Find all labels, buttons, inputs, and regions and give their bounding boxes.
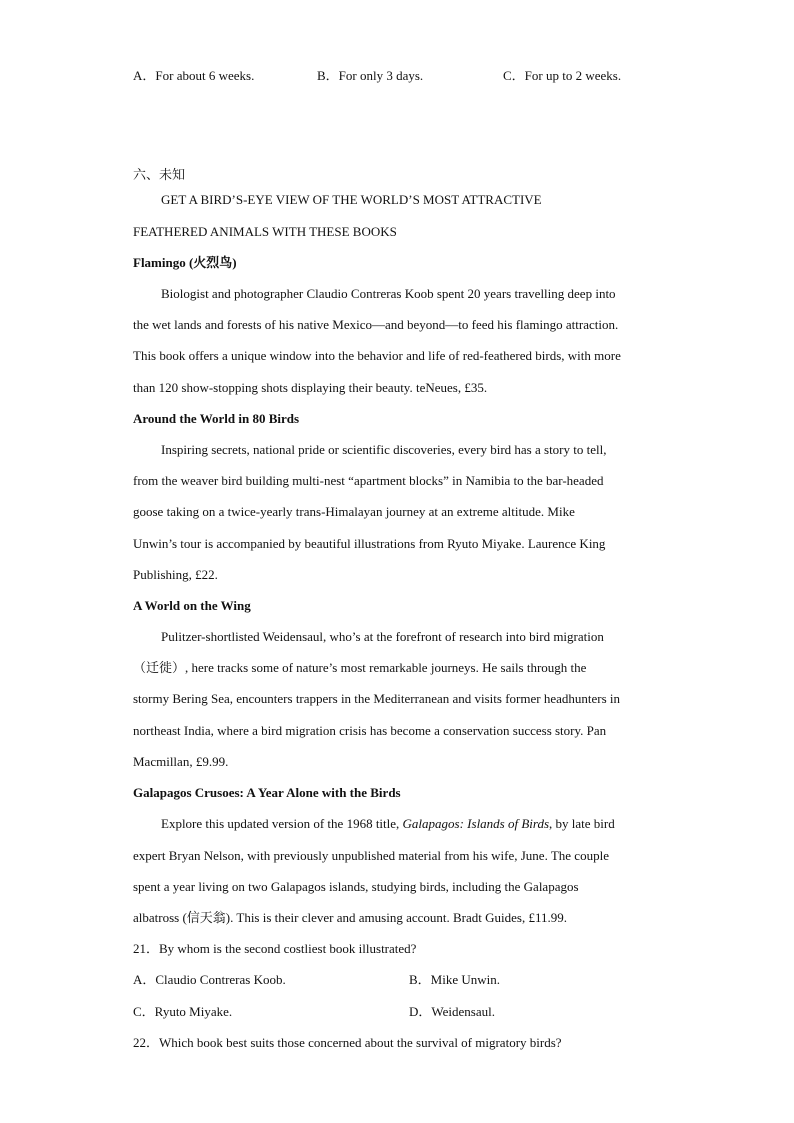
section-heading: 六、未知 [133,167,186,182]
book-text-line: Macmillan, £9.99. [133,754,229,769]
text-run: Explore this updated version of the 1968 title, [161,816,403,831]
book-text-line: northeast India, where a bird migration crisis has become a conservation success story. Pan [133,723,607,738]
book-text-line: Publishing, £22. [133,567,218,582]
prev-option-c: C．For up to 2 weeks. [503,68,622,83]
book-text-line: spent a year living on two Galapagos islands, studying birds, including the Galapagos [133,879,579,894]
book-text-line: Inspiring secrets, national pride or scientific discoveries, every bird has a story to tell, [161,442,607,457]
question-22-stem: 22．Which book best suits those concerned about the survival of migratory birds? [133,1035,562,1050]
text-run: , by late bird [549,816,615,831]
section-title-line1: GET A BIRD’S-EYE VIEW OF THE WORLD’S MOST ATTRACTIVE [161,192,542,207]
section-title-line2: FEATHERED ANIMALS WITH THESE BOOKS [133,224,397,239]
book-text-line: albatross (信天翁). This is their clever and amusing account. Bradt Guides, £11.99. [133,910,567,925]
book-title-galapagos-crusoes: Galapagos Crusoes: A Year Alone with the Birds [133,785,401,800]
book-text-line: Pulitzer-shortlisted Weidensaul, who’s at the forefront of research into bird migration [161,629,604,644]
book-text-line: than 120 show-stopping shots displaying their beauty. teNeues, £35. [133,380,488,395]
book-text-line: expert Bryan Nelson, with previously unpublished material from his wife, June. The couple [133,848,609,863]
book-text-line: This book offers a unique window into the behavior and life of red-feathered birds, with more [133,348,621,363]
book-text-line [161,815,615,833]
book-title-world-on-the-wing: A World on the Wing [133,598,251,613]
book-text-line: goose taking on a twice-yearly trans-Himalayan journey at an extreme altitude. Mike [133,504,575,519]
book-text-line: （迁徙）, here tracks some of nature’s most remarkable journeys. He sails through the [133,660,587,675]
book-text-line: Unwin’s tour is accompanied by beautiful illustrations from Ryuto Miyake. Laurence King [133,536,606,551]
question-21-stem: 21．By whom is the second costliest book illustrated? [133,941,417,956]
book-title-around-the-world: Around the World in 80 Birds [133,411,300,426]
question-21-option-d: D．Weidensaul. [409,1004,495,1019]
book-text-line: stormy Bering Sea, encounters trappers in the Mediterranean and visits former headhunters in [133,691,620,706]
prev-option-b: B．For only 3 days. [317,68,424,83]
prev-option-a: A．For about 6 weeks. [133,68,255,83]
question-21-option-a: A．Claudio Contreras Koob. [133,972,286,987]
book-text-line: the wet lands and forests of his native Mexico—and beyond—to feed his flamingo attraction. [133,317,619,332]
book-text-line: Biologist and photographer Claudio Contreras Koob spent 20 years travelling deep into [161,286,616,301]
book-title-italic: Galapagos: Islands of Birds [402,816,550,831]
question-21-option-b: B．Mike Unwin. [409,972,501,987]
question-21-option-c: C．Ryuto Miyake. [133,1004,233,1019]
book-title-flamingo: Flamingo (火烈鸟) [133,255,237,270]
book-text-line: from the weaver bird building multi-nest “apartment blocks” in Namibia to the bar-headed [133,473,604,488]
